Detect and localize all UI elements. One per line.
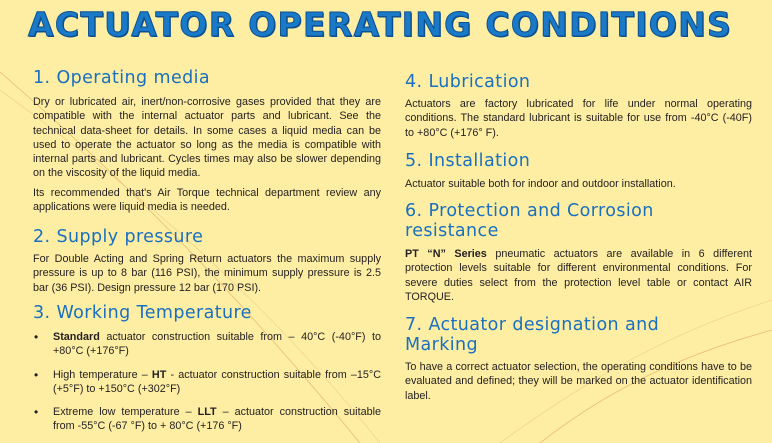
section-heading-lubrication: 4. Lubrication — [405, 72, 531, 92]
designation-text: To have a correct actuator selection, the operating conditions have to be evaluated and defined; they will be marked on the actuator identification label. — [405, 361, 752, 402]
standard-label: Standard — [53, 331, 100, 343]
protection-text — [405, 247, 752, 304]
section-heading-working-temperature: 3. Working Temperature — [33, 303, 252, 323]
ht-prefix: High temperature – — [53, 368, 152, 381]
llt-prefix: Extreme low temperature – — [53, 406, 198, 419]
temperature-list — [33, 330, 381, 434]
protection-heading-line1: 6. Protection and Corrosion — [405, 201, 654, 221]
pt-series-label: PT “N” Series — [405, 248, 487, 260]
list-item — [33, 330, 381, 359]
operating-media-note: Its recommended that's Air Torque technical department review any applications were liquid media is needed. — [33, 187, 381, 214]
operating-media-text: Dry or lubricated air, inert/non-corrosive gases provided that they are compatible with the internal actuator parts and lubricant. See the technical data-sheet for details. In some cases a liquid media can be used to operate the actuator so long as the media is compatible with internal parts and lubricant. Cycles times may also be slower depending on the viscosity of the liquid media. — [33, 96, 381, 180]
protection-text-rest: pneumatic actuators are available in 6 different protection levels suitable for different environmental conditions. For severe duties select from the protection level table or contact AIR TORQUE. — [405, 248, 752, 303]
llt-label: LLT — [197, 406, 217, 419]
section-heading-protection — [405, 201, 654, 241]
ht-text: - actuator construction suitable from –15°C (+5°F) to +150°C (+302°F) — [53, 368, 381, 395]
designation-heading-line2: Marking — [405, 335, 479, 355]
installation-text: Actuator suitable both for indoor and outdoor installation. — [405, 178, 676, 190]
list-item — [33, 368, 381, 397]
section-heading-designation — [405, 315, 659, 355]
designation-heading-line1: 7. Actuator designation and — [405, 315, 660, 335]
supply-pressure-text: For Double Acting and Spring Return actuators the maximum supply pressure is up to 8 bar (116 PSI), the minimum supply pressure is 2.5 bar (36 PSI). Design pressure 12 bar (170 PSI). — [33, 253, 381, 294]
section-heading-operating-media: 1. Operating media — [33, 68, 211, 88]
protection-heading-line2: resistance — [405, 221, 499, 241]
standard-text: actuator construction suitable from – 40°C (-40°F) to +80°C (+176°F) — [53, 331, 381, 358]
lubrication-text: Actuators are factory lubricated for life under normal operating conditions. The standard lubricant is suitable for use from -40°C (-40F) to +80°C (+176° F). — [405, 98, 752, 139]
list-item — [33, 405, 381, 434]
page-title: ACTUATOR OPERATING CONDITIONS — [28, 5, 733, 44]
section-heading-supply-pressure: 2. Supply pressure — [33, 227, 204, 247]
section-heading-installation: 5. Installation — [405, 151, 531, 171]
ht-label: HT — [151, 368, 167, 381]
llt-text: – actuator construction suitable from -55°C (-67 °F) to + 80°C (+176 °F) — [53, 406, 381, 433]
